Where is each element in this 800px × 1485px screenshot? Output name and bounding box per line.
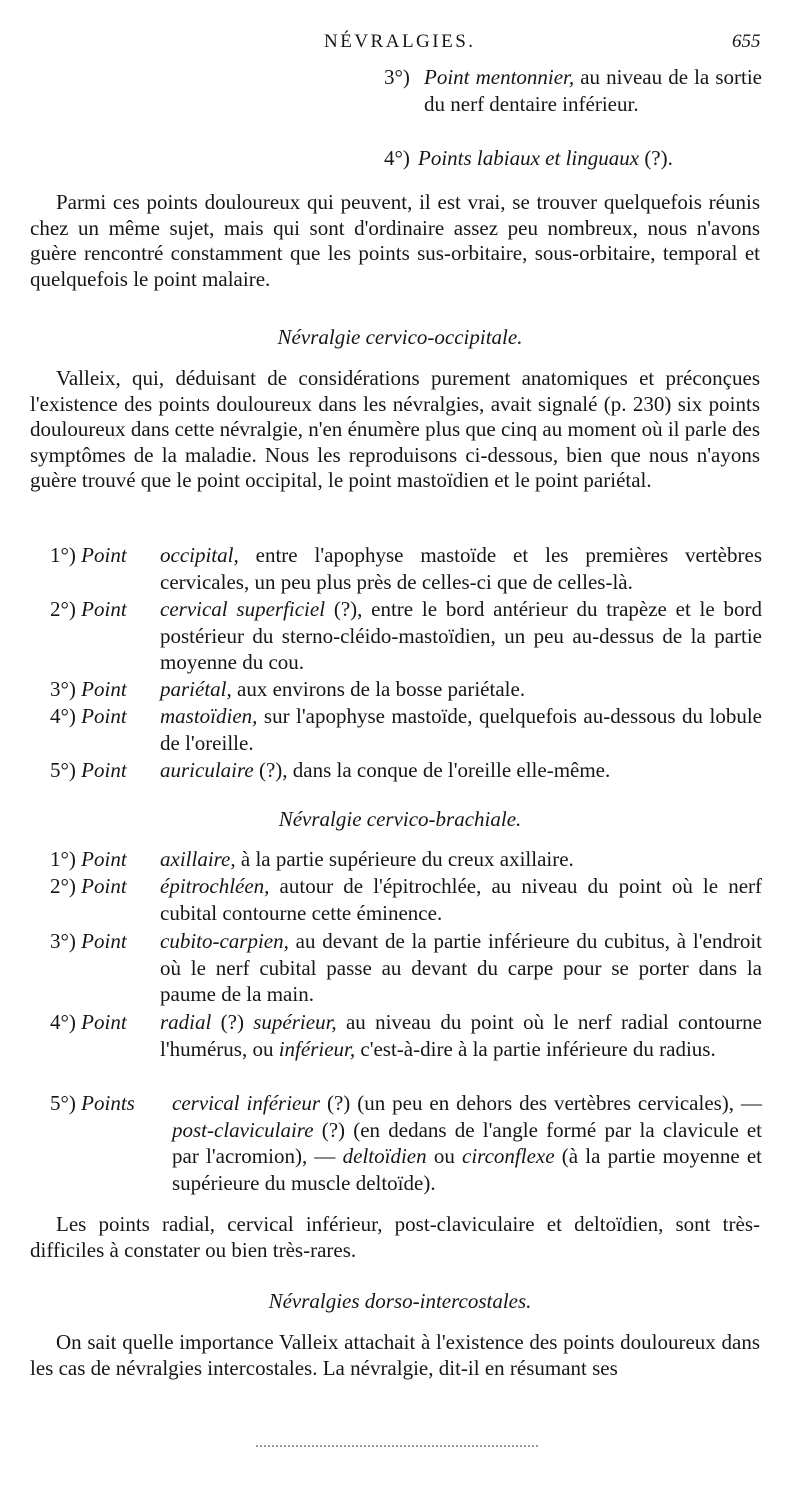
item-lead: radial [160,1010,212,1034]
item-lead: cervical inférieur [172,1091,321,1115]
item-lead: Points labiaux et linguaux [418,146,640,170]
item-number: 3°) Point [50,929,127,953]
item-text: cervical inférieur (?) (un peu en dehors des vertèbres cervicales), — post-claviculaire (?) (en dedans de l'angle formé par la clavicule et par l'acromion), — deltoïdien ou circonflexe (à la partie moyenne et supérieure du muscle deltoïde). [172,1091,763,1195]
item-lead: cubito-carpien, [160,929,289,953]
item-number: 3°) [384,65,410,89]
item-number: 5°) Points [50,1091,135,1115]
section-heading: Névralgie cervico-occipitale. [277,325,523,349]
item-number: 2°) Point [50,874,127,898]
list-item [384,64,762,144]
item-number: 3°) Point [50,677,127,701]
list-item [50,1009,762,1089]
item-text [160,542,762,595]
item-text [160,703,762,756]
section-heading: Névralgie cervico-brachiale. [278,807,522,831]
paragraph: On sait quelle importance Valleix attachait à l'existence des points douloureux dans les cas de névralgies intercostales. La névralgie, dit-il en résumant ses [30,1330,760,1380]
item-text [160,846,762,873]
item-lead: axillaire, [160,847,236,871]
paragraph: Les points radial, cervical inférieur, post-claviculaire et deltoïdien, sont très-difficiles à constater ou bien très-rares. [30,1212,760,1262]
item-number: 2°) Point [50,597,127,621]
list-item [50,1090,762,1198]
item-text [160,676,762,703]
item-number: 1°) Point [50,847,127,871]
section-heading: Névralgies dorso-intercostales. [268,1289,532,1313]
list-item [50,873,762,927]
item-rest: à la partie supérieure du creux axillaire. [235,847,574,871]
running-header-title: NÉVRALGIES. [324,31,476,52]
item-text [374,64,762,117]
item-text [160,873,762,926]
item-rest: (?), dans la conque de l'oreille elle-même. [253,758,611,782]
item-text [160,928,762,1008]
item-rest: (?). [639,146,673,170]
item-lead: pariétal, [160,677,232,701]
item-number: 4°) Point [50,704,127,728]
list-item [50,542,762,596]
list-item [50,846,762,874]
item-text [418,145,762,172]
item-lead: mastoïdien, [160,704,258,728]
item-number: 4°) [384,146,410,170]
item-rest: aux environs de la bosse pariétale. [231,677,526,701]
item-text [160,757,762,784]
list-item [50,596,762,676]
item-lead: Point mentonnier, [424,65,575,89]
paragraph: Valleix, qui, déduisant de considérations purement anatomiques et préconçues l'existence des points douloureux dans les névralgies, avait signalé (p. 230) six points douloureux dans cette névralgie, n'en énumère plus que cinq au moment où il parle des symptômes de la maladie. Nous les reproduisons ci-dessous, bien que nous n'ayons guère trouvé que le point occipital, le point mastoïdien et le point pariétal. [30,366,760,492]
item-number: 1°) Point [50,543,127,567]
page-number: 655 [732,31,761,52]
item-rest: autour de l'épitrochlée, au niveau du point où le nerf cubital contourne cette éminence. [160,874,762,925]
item-lead: auriculaire [160,758,254,782]
paragraph: Parmi ces points douloureux qui peuvent, il est vrai, se trouver quelquefois réunis chez un même sujet, mais qui sont d'ordinaire assez peu nombreux, nous n'avons guère rencontré constamment que les points sus-orbitaire, sous-orbitaire, temporal et quelquefois le point malaire. [30,190,760,291]
item-rest: sur l'apophyse mastoïde, quelquefois au-dessous du lobule de l'oreille. [160,704,762,755]
list-item [50,928,762,1008]
item-text: radial (?) supérieur, au niveau du point où le nerf radial contourne l'humérus, ou inférieur, c'est-à-dire à la partie inférieure du radius. [160,1010,763,1061]
footer-dotted-rule [256,1445,538,1447]
list-item [50,757,762,785]
item-lead: cervical superficiel [160,597,326,621]
item-lead: occipital, [160,543,239,567]
item-rest: (?), entre le bord antérieur du trapèze et le bord postérieur du sterno-cléido-mastoïdien, un peu au-dessus de la partie moyenne du cou. [160,597,762,674]
item-rest: au devant de la partie inférieure du cubitus, à l'endroit où le nerf cubital passe au devant du carpe pour se porter dans la paume de la main. [160,929,762,1006]
list-item [384,145,762,173]
list-item [50,676,762,704]
item-number: 5°) Point [50,758,127,782]
item-text [160,596,762,676]
item-rest: entre l'apophyse mastoïde et les premières vertèbres cervicales, un peu plus près de celles-ci que de celles-là. [160,543,762,594]
list-item [50,703,762,757]
item-lead: épitrochléen, [160,874,270,898]
item-number: 4°) Point [50,1010,127,1034]
item-rest: au niveau de la sortie du nerf dentaire inférieur. [424,65,762,116]
